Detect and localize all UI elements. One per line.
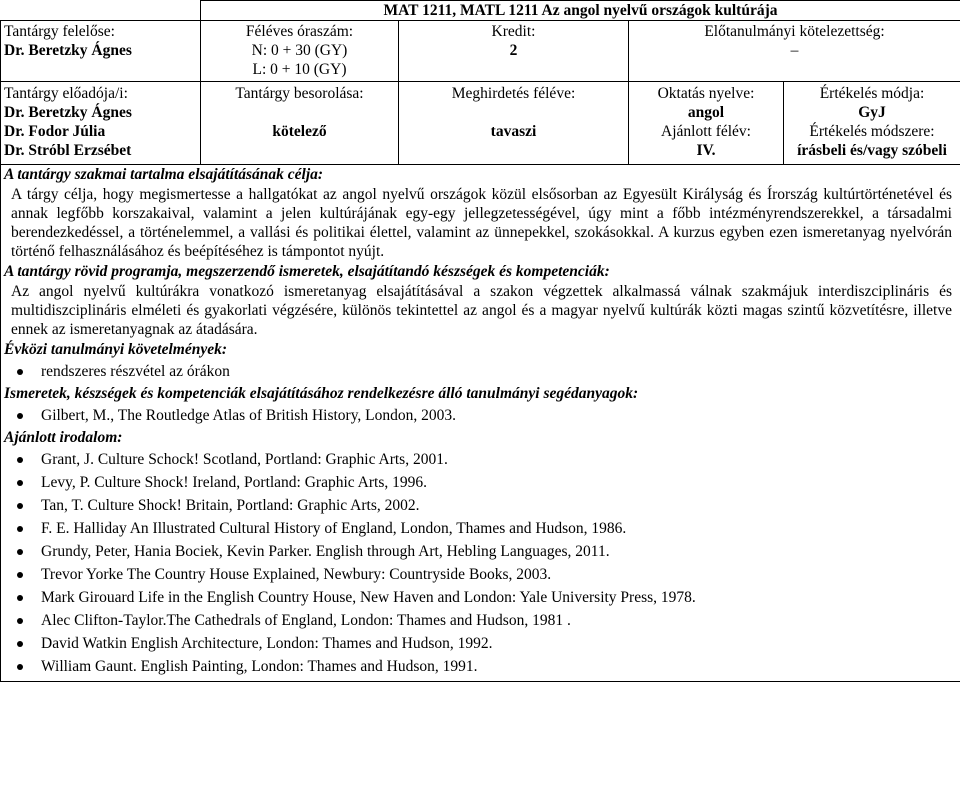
assessment-method-label: Értékelés módszere: [809, 123, 935, 140]
requirements-list [11, 360, 952, 383]
literature-list [11, 448, 952, 678]
assessment-value: GyJ [858, 104, 886, 121]
classification-label: Tantárgy besorolása: [235, 85, 364, 102]
semester-label: Meghirdetés féléve: [451, 85, 576, 102]
program-text: Az angol nyelvű kultúrákra vonatkozó ismeretanyag elsajátításával a szakon végzettek alkalmassá válnak szakmájuk interdiszciplináris és multidiszciplináris elméleti és gyakorlati végzésére, különös tekintettel az angol és a magyar nyelvű kultúrák közti magas szintű közvetítésre, illetve ennek az ismeretanyagnak az átadására. [11, 283, 952, 338]
goal-text: A tárgy célja, hogy megismertesse a hallgatókat az angol nyelvű országok közül elsősorban az Egyesült Királyság és Írország kultúrtörténetével és annak legfőbb korszakaival, valamint a jelen kultúrájának egy-egy jellegzetességével, úgy mint a főbb intézményrendszerekkel, a társadalmi berendezkedéssel, a történelemmel, a vallási és politikai élettel, valamint az ünnepekkel, szokásokkal. A kurzus egyben ezen ismeretanyag nyelvórán történő felhasználásához és beépítéséhez is támpontot nyújt. [11, 186, 952, 260]
hours-n: N: 0 + 30 (GY) [251, 42, 348, 59]
recommended-semester-value: IV. [696, 142, 716, 159]
course-body [1, 165, 960, 682]
recommended-semester-label: Ajánlott félév: [661, 123, 751, 140]
course-title: MAT 1211, MATL 1211 Az angol nyelvű országok kultúrája [201, 1, 960, 21]
lecturer-name: Dr. Beretzky Ágnes [4, 104, 132, 121]
hours-label: Féléves óraszám: [245, 23, 354, 40]
goal-heading: A tantárgy szakmai tartalma elsajátításának célja: [4, 166, 324, 183]
hours-l: L: 0 + 10 (GY) [252, 61, 347, 78]
credit-label: Kredit: [491, 23, 536, 40]
literature-heading: Ajánlott irodalom: [4, 429, 123, 446]
assessment-label: Értékelés módja: [819, 85, 925, 102]
language-label: Oktatás nyelve: [657, 85, 755, 102]
lecturer-name: Dr. Fodor Júlia [4, 123, 106, 140]
responsible-name: Dr. Beretzky Ágnes [4, 42, 132, 59]
classification-value: kötelező [272, 123, 327, 140]
list-item: rendszeres részvétel az órákon [29, 360, 952, 383]
prerequisite-value: – [790, 42, 799, 59]
assessment-method-value: írásbeli és/vagy szóbeli [797, 142, 947, 159]
list-item: F. E. Halliday An Illustrated Cultural History of England, London, Thames and Hudson, 1986. [29, 517, 952, 540]
list-item: Grundy, Peter, Hania Bociek, Kevin Parker. English through Art, Hebling Languages, 2011. [29, 540, 952, 563]
lecturers-label: Tantárgy előadója/i: [4, 85, 128, 102]
language-value: angol [687, 104, 725, 121]
semester-value: tavaszi [490, 123, 537, 140]
lecturer-name: Dr. Stróbl Erzsébet [4, 142, 132, 159]
list-item: Trevor Yorke The Country House Explained, Newbury: Countryside Books, 2003. [29, 563, 952, 586]
list-item: Tan, T. Culture Shock! Britain, Portland: Graphic Arts, 2002. [29, 494, 952, 517]
list-item: Grant, J. Culture Schock! Scotland, Portland: Graphic Arts, 2001. [29, 448, 952, 471]
credit-value: 2 [509, 42, 518, 59]
list-item: David Watkin English Architecture, London: Thames and Hudson, 1992. [29, 632, 952, 655]
list-item: Mark Girouard Life in the English Country House, New Haven and London: Yale University Press, 1978. [29, 586, 952, 609]
prerequisite-label: Előtanulmányi kötelezettség: [704, 23, 885, 40]
program-heading: A tantárgy rövid programja, megszerzendő ismeretek, elsajátítandó készségek és kompetenciák: [4, 263, 610, 280]
list-item: Gilbert, M., The Routledge Atlas of British History, London, 2003. [29, 404, 952, 427]
list-item: Alec Clifton-Taylor.The Cathedrals of England, London: Thames and Hudson, 1981 . [29, 609, 952, 632]
responsible-label: Tantárgy felelőse: [4, 23, 115, 40]
list-item: Levy, P. Culture Shock! Ireland, Portland: Graphic Arts, 1996. [29, 471, 952, 494]
materials-list [11, 404, 952, 427]
materials-heading: Ismeretek, készségek és kompetenciák elsajátításához rendelkezésre álló tanulmányi segédanyagok: [4, 385, 639, 402]
list-item: William Gaunt. English Painting, London: Thames and Hudson, 1991. [29, 655, 952, 678]
requirements-heading: Évközi tanulmányi követelmények: [4, 341, 228, 358]
